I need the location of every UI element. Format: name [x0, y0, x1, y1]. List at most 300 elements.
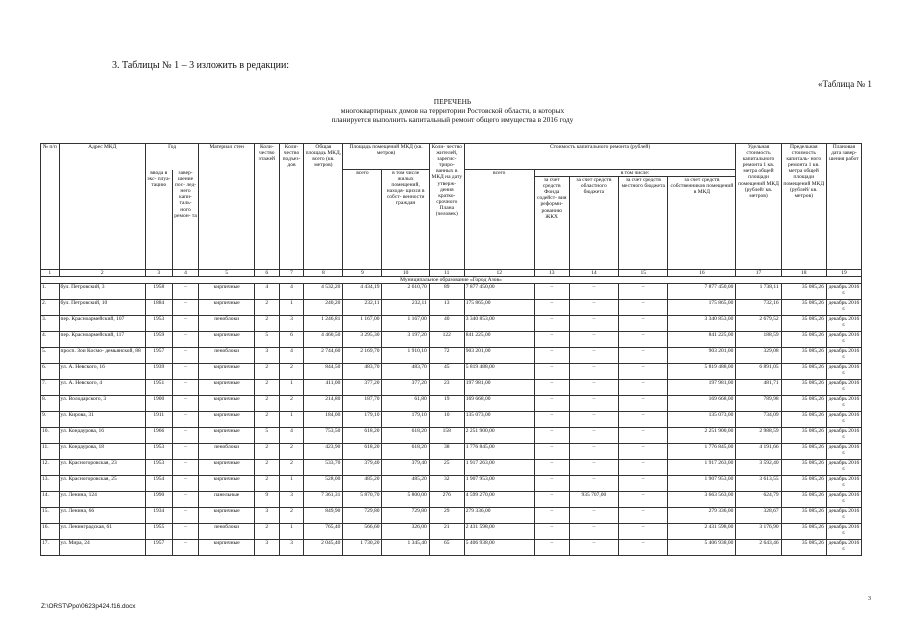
- cell-specific: 624,79: [736, 492, 781, 508]
- column-number: 4: [172, 270, 199, 277]
- cell-specific: 328,67: [736, 508, 781, 524]
- cell-built: 1951: [145, 380, 172, 396]
- cell-prem-total: 4 434,19: [343, 284, 382, 300]
- cell-n: 5.: [41, 348, 60, 364]
- table-row: [41, 524, 862, 540]
- cell-n: 4.: [41, 332, 60, 348]
- cell-built: 1953: [145, 444, 172, 460]
- document-title: [0, 97, 905, 124]
- column-number: 13: [534, 270, 569, 277]
- cell-built: 1957: [145, 540, 172, 556]
- cell-prem-res: 618,20: [382, 428, 429, 444]
- column-number: 10: [382, 270, 429, 277]
- cell-cost: 4 599 270,00: [464, 492, 534, 508]
- column-number: 7: [279, 270, 304, 277]
- cell-walls: панельные: [199, 492, 255, 508]
- column-number: 5: [199, 270, 255, 277]
- cell-regional: –: [569, 300, 618, 316]
- cell-date: декабрь 2016 г.: [826, 476, 861, 492]
- cell-floors: 2: [254, 316, 279, 332]
- cell-fund: –: [534, 492, 569, 508]
- cell-specific: 329,08: [736, 348, 781, 364]
- cell-floors: 2: [254, 476, 279, 492]
- cell-entrances: 2: [279, 444, 304, 460]
- column-number: 18: [781, 270, 826, 277]
- cell-address: ул. Красногоровская, 25: [59, 476, 145, 492]
- cell-prem-res: 618,20: [382, 444, 429, 460]
- cell-regional: –: [569, 412, 618, 428]
- header-year-built: ввода в экс- плуа- тацию: [145, 170, 172, 270]
- cell-owners: 5 406 938,00: [668, 540, 736, 556]
- cell-total-area: 4 460,50: [304, 332, 343, 348]
- cell-floors: 5: [254, 332, 279, 348]
- cell-cost: 5 406 938,00: [464, 540, 534, 556]
- header-max-cost: Предельная стоимость капиталь- ного ремонта 1 кв. метра общей площади помещений МКД (рублей/ кв. метров): [781, 144, 826, 270]
- cell-built: 1953: [145, 460, 172, 476]
- cell-cost: 7 877 450,00: [464, 284, 534, 300]
- cell-address: бул. Петровский, 10: [59, 300, 145, 316]
- cell-total-area: 849,90: [304, 508, 343, 524]
- cell-floors: 2: [254, 380, 279, 396]
- cell-specific: 734,09: [736, 412, 781, 428]
- cell-built: 1884: [145, 300, 172, 316]
- cell-n: 13.: [41, 476, 60, 492]
- cell-fund: –: [534, 396, 569, 412]
- cell-local: –: [619, 412, 668, 428]
- cell-prem-total: 483,70: [343, 364, 382, 380]
- cell-built: 1911: [145, 412, 172, 428]
- cell-residents: 32: [429, 476, 464, 492]
- cell-date: декабрь 2016 г.: [826, 428, 861, 444]
- cell-residents: 65: [429, 540, 464, 556]
- title-line-2: многоквартирных домов на территории Ростовской области, в которых: [340, 106, 565, 115]
- cell-local: –: [619, 348, 668, 364]
- cell-owners: 841 225,00: [668, 332, 736, 348]
- cell-floors: 2: [254, 444, 279, 460]
- cell-built: 1954: [145, 476, 172, 492]
- cell-total-area: 2 045,40: [304, 540, 343, 556]
- header-year: Год: [145, 144, 198, 170]
- cell-floors: 2: [254, 460, 279, 476]
- cell-entrances: 1: [279, 524, 304, 540]
- cell-local: –: [619, 284, 668, 300]
- cell-entrances: 1: [279, 476, 304, 492]
- table-row: [41, 396, 862, 412]
- column-number: 9: [343, 270, 382, 277]
- cell-prem-res: 377,20: [382, 380, 429, 396]
- cell-specific: 3 613,55: [736, 476, 781, 492]
- cell-max: 35 085,26: [781, 412, 826, 428]
- cell-date: декабрь 2016 г.: [826, 444, 861, 460]
- cell-n: 8.: [41, 396, 60, 412]
- cell-max: 35 085,26: [781, 492, 826, 508]
- cell-prem-total: 187,70: [343, 396, 382, 412]
- cell-prem-total: 5 870,70: [343, 492, 382, 508]
- cell-walls: пеноблоки: [199, 348, 255, 364]
- cell-cost: 5 819 488,00: [464, 364, 534, 380]
- cell-entrances: 3: [279, 316, 304, 332]
- cell-cost: 903 201,00: [464, 348, 534, 364]
- cell-local: –: [619, 332, 668, 348]
- cell-address: пер. Красноармейский, 117: [59, 332, 145, 348]
- column-number: 19: [826, 270, 861, 277]
- cell-entrances: 2: [279, 508, 304, 524]
- cell-floors: 2: [254, 300, 279, 316]
- column-number: 2: [59, 270, 145, 277]
- cell-regional: –: [569, 364, 618, 380]
- cell-total-area: 1 246,81: [304, 316, 343, 332]
- cell-prem-total: 2 169,70: [343, 348, 382, 364]
- cell-regional: –: [569, 396, 618, 412]
- cell-address: ул. Ленина, 124: [59, 492, 145, 508]
- cell-residents: 38: [429, 444, 464, 460]
- cell-cost: 841 225,00: [464, 332, 534, 348]
- cell-specific: 3 176,90: [736, 524, 781, 540]
- cell-address: ул. А. Невского, 4: [59, 380, 145, 396]
- header-premises-total: всего: [343, 170, 382, 270]
- group-label: Муниципальное образование «Город Азов»: [41, 277, 862, 284]
- cell-residents: 10: [429, 412, 464, 428]
- cell-residents: 19: [429, 396, 464, 412]
- table-row: [41, 380, 862, 396]
- cell-built: 1966: [145, 428, 172, 444]
- cell-renov: –: [172, 540, 199, 556]
- cell-specific: 3 592,40: [736, 460, 781, 476]
- cell-cost: 2 251 900,00: [464, 428, 534, 444]
- cell-walls: кирпичные: [199, 284, 255, 300]
- cell-floors: 3: [254, 508, 279, 524]
- cell-total-area: 7 361,31: [304, 492, 343, 508]
- cell-owners: 135 073,00: [668, 412, 736, 428]
- cell-floors: 4: [254, 284, 279, 300]
- cell-n: 11.: [41, 444, 60, 460]
- cell-floors: 2: [254, 364, 279, 380]
- cell-floors: 2: [254, 396, 279, 412]
- cell-renov: –: [172, 524, 199, 540]
- cell-date: декабрь 2016 г.: [826, 300, 861, 316]
- cell-prem-res: 1 345,40: [382, 540, 429, 556]
- cell-n: 7.: [41, 380, 60, 396]
- header-regional: за счет средств областного бюджета: [569, 177, 618, 270]
- cell-walls: кирпичные: [199, 300, 255, 316]
- table-row: [41, 460, 862, 476]
- cell-prem-total: 566,60: [343, 524, 382, 540]
- header-floors: Коли- чество этажей: [254, 144, 279, 270]
- cell-prem-total: 377,20: [343, 380, 382, 396]
- cell-max: 35 085,26: [781, 364, 826, 380]
- cell-total-area: 844,50: [304, 364, 343, 380]
- cell-residents: 25: [429, 460, 464, 476]
- cell-prem-total: 729,80: [343, 508, 382, 524]
- header-num: № п/п: [41, 144, 60, 270]
- table-row: [41, 540, 862, 556]
- cell-entrances: 1: [279, 300, 304, 316]
- cell-regional: –: [569, 316, 618, 332]
- table-row: [41, 412, 862, 428]
- header-year-renov: завер- шение пос- лед- него капи- таль- ного ремон- та: [172, 170, 199, 270]
- cell-residents: 276: [429, 492, 464, 508]
- cell-address: бул. Петровский, 3: [59, 284, 145, 300]
- cell-prem-total: 618,20: [343, 428, 382, 444]
- cell-n: 2.: [41, 300, 60, 316]
- header-cost-total: всего: [464, 170, 534, 270]
- cell-renov: –: [172, 316, 199, 332]
- cell-local: –: [619, 428, 668, 444]
- cell-date: декабрь 2016 г.: [826, 332, 861, 348]
- header-owners: за счет средств собственников помещений в МКД: [668, 177, 736, 270]
- cell-owners: 2 431 598,00: [668, 524, 736, 540]
- cell-renov: –: [172, 492, 199, 508]
- cell-regional: –: [569, 284, 618, 300]
- cell-max: 35 085,26: [781, 396, 826, 412]
- cell-built: 1900: [145, 396, 172, 412]
- cell-prem-res: 483,70: [382, 364, 429, 380]
- column-number: 1: [41, 270, 60, 277]
- cell-max: 35 085,26: [781, 300, 826, 316]
- cell-cost: 169 668,00: [464, 396, 534, 412]
- cell-prem-res: 729,80: [382, 508, 429, 524]
- cell-floors: 5: [254, 428, 279, 444]
- cell-owners: 175 865,00: [668, 300, 736, 316]
- cell-specific: 481,71: [736, 380, 781, 396]
- cell-prem-total: 179,10: [343, 412, 382, 428]
- cell-fund: –: [534, 540, 569, 556]
- header-walls: Материал стен: [199, 144, 255, 270]
- cell-entrances: 1: [279, 412, 304, 428]
- cell-specific: 2 643,46: [736, 540, 781, 556]
- cell-address: ул. Володарского, 3: [59, 396, 145, 412]
- cell-built: 1959: [145, 332, 172, 348]
- cell-prem-res: 179,10: [382, 412, 429, 428]
- cell-total-area: 214,80: [304, 396, 343, 412]
- cell-regional: –: [569, 476, 618, 492]
- cell-local: –: [619, 396, 668, 412]
- cell-fund: –: [534, 380, 569, 396]
- cell-owners: 5 819 488,00: [668, 364, 736, 380]
- cell-owners: 1 917 263,00: [668, 460, 736, 476]
- cell-residents: 45: [429, 364, 464, 380]
- cell-local: –: [619, 380, 668, 396]
- cell-cost: 1 776 845,00: [464, 444, 534, 460]
- cell-renov: –: [172, 396, 199, 412]
- cell-walls: кирпичные: [199, 412, 255, 428]
- cell-max: 35 085,26: [781, 332, 826, 348]
- cell-regional: 935 707,00: [569, 492, 618, 508]
- cell-prem-total: 379,40: [343, 460, 382, 476]
- cell-walls: кирпичные: [199, 396, 255, 412]
- cell-renov: –: [172, 508, 199, 524]
- cell-prem-res: 485,20: [382, 476, 429, 492]
- cell-walls: кирпичные: [199, 540, 255, 556]
- cell-total-area: 533,70: [304, 460, 343, 476]
- table-row: [41, 284, 862, 300]
- cell-n: 14.: [41, 492, 60, 508]
- cell-owners: 1 907 953,00: [668, 476, 736, 492]
- cell-renov: –: [172, 428, 199, 444]
- cell-address: ул. А. Невского, 16: [59, 364, 145, 380]
- cell-residents: 21: [429, 524, 464, 540]
- table-row: [41, 476, 862, 492]
- cell-regional: –: [569, 380, 618, 396]
- table-row: [41, 300, 862, 316]
- title-line-1: ПЕРЕЧЕНЬ: [433, 97, 472, 106]
- table-row: [41, 428, 862, 444]
- header-residents: Коли- чество жителей, зарегис- триро- ванных в МКД на дату утверж- дения кратко- срочного Плана (человек): [429, 144, 464, 270]
- cell-local: –: [619, 364, 668, 380]
- cell-address: ул. Кондаурова, 16: [59, 428, 145, 444]
- cell-built: 1957: [145, 348, 172, 364]
- header-local: за счет средств местного бюджета: [619, 177, 668, 270]
- cell-address: ул. Мира, 24: [59, 540, 145, 556]
- cell-specific: 4 191,66: [736, 444, 781, 460]
- cell-total-area: 753,50: [304, 428, 343, 444]
- cell-floors: 3: [254, 348, 279, 364]
- header-including: в том числе:: [534, 170, 736, 177]
- cell-address: ул. Кондаурова, 18: [59, 444, 145, 460]
- cell-date: декабрь 2016 г.: [826, 364, 861, 380]
- cell-renov: –: [172, 412, 199, 428]
- cell-specific: 2 988,59: [736, 428, 781, 444]
- cell-residents: 158: [429, 428, 464, 444]
- cell-residents: 89: [429, 284, 464, 300]
- cell-regional: –: [569, 540, 618, 556]
- cell-n: 3.: [41, 316, 60, 332]
- cell-renov: –: [172, 284, 199, 300]
- houses-table: [40, 143, 862, 556]
- cell-specific: 6 891,05: [736, 364, 781, 380]
- cell-date: декабрь 2016 г.: [826, 492, 861, 508]
- cell-cost: 1 907 953,00: [464, 476, 534, 492]
- cell-n: 15.: [41, 508, 60, 524]
- cell-local: –: [619, 316, 668, 332]
- cell-renov: –: [172, 380, 199, 396]
- cell-date: декабрь 2016 г.: [826, 396, 861, 412]
- cell-regional: –: [569, 508, 618, 524]
- cell-floors: 2: [254, 524, 279, 540]
- cell-max: 35 085,26: [781, 444, 826, 460]
- cell-prem-res: 61,80: [382, 396, 429, 412]
- cell-owners: 197 981,00: [668, 380, 736, 396]
- cell-fund: –: [534, 428, 569, 444]
- cell-owners: 1 776 845,00: [668, 444, 736, 460]
- cell-date: декабрь 2016 г.: [826, 412, 861, 428]
- cell-specific: 1 738,11: [736, 284, 781, 300]
- cell-residents: 13: [429, 300, 464, 316]
- column-number: 11: [429, 270, 464, 277]
- header-entrances: Коли- чество подъез- дов: [279, 144, 304, 270]
- cell-total-area: 423,90: [304, 444, 343, 460]
- cell-owners: 3 340 853,00: [668, 316, 736, 332]
- cell-regional: –: [569, 348, 618, 364]
- cell-entrances: 2: [279, 396, 304, 412]
- cell-max: 35 085,26: [781, 460, 826, 476]
- cell-walls: кирпичные: [199, 460, 255, 476]
- cell-max: 35 085,26: [781, 380, 826, 396]
- cell-entrances: 4: [279, 428, 304, 444]
- cell-residents: 23: [429, 380, 464, 396]
- cell-local: –: [619, 508, 668, 524]
- cell-total-area: 4 532,20: [304, 284, 343, 300]
- column-numbers-row: [41, 270, 862, 277]
- cell-fund: –: [534, 300, 569, 316]
- cell-walls: кирпичные: [199, 332, 255, 348]
- cell-owners: 279 336,00: [668, 508, 736, 524]
- cell-prem-total: 485,20: [343, 476, 382, 492]
- cell-cost: 279 336,00: [464, 508, 534, 524]
- cell-prem-total: 232,11: [343, 300, 382, 316]
- cell-renov: –: [172, 476, 199, 492]
- cell-specific: 188,59: [736, 332, 781, 348]
- cell-residents: 122: [429, 332, 464, 348]
- cell-address: ул. Ленина, 66: [59, 508, 145, 524]
- cell-total-area: 765,40: [304, 524, 343, 540]
- cell-local: –: [619, 460, 668, 476]
- cell-built: 1958: [145, 284, 172, 300]
- cell-floors: 2: [254, 412, 279, 428]
- cell-date: декабрь 2016 г.: [826, 524, 861, 540]
- column-number: 3: [145, 270, 172, 277]
- cell-prem-res: 232,11: [382, 300, 429, 316]
- footer-file-path: Z:\ORST\Ppo\0623p424.f16.docx: [41, 603, 136, 610]
- cell-fund: –: [534, 284, 569, 300]
- cell-renov: –: [172, 460, 199, 476]
- cell-walls: кирпичные: [199, 364, 255, 380]
- cell-specific: 732,16: [736, 300, 781, 316]
- cell-max: 35 085,26: [781, 284, 826, 300]
- cell-regional: –: [569, 524, 618, 540]
- cell-total-area: 528,00: [304, 476, 343, 492]
- cell-fund: –: [534, 460, 569, 476]
- cell-owners: 7 877 450,00: [668, 284, 736, 300]
- cell-prem-res: 2 610,70: [382, 284, 429, 300]
- column-number: 6: [254, 270, 279, 277]
- cell-n: 1.: [41, 284, 60, 300]
- header-total-area: Общая площадь МКД, всего (кв. метров): [304, 144, 343, 270]
- cell-date: декабрь 2016 г.: [826, 460, 861, 476]
- cell-residents: 29: [429, 508, 464, 524]
- cell-date: декабрь 2016 г.: [826, 380, 861, 396]
- cell-built: 1990: [145, 492, 172, 508]
- cell-max: 35 085,26: [781, 540, 826, 556]
- table-row: [41, 444, 862, 460]
- cell-prem-res: 1 167,00: [382, 316, 429, 332]
- cell-cost: 135 073,00: [464, 412, 534, 428]
- cell-max: 35 085,26: [781, 348, 826, 364]
- header-specific-cost: Удельная стоимость капитального ремонта 1 кв. метра общей площади помещений МКД (рублей/ кв. метров): [736, 144, 781, 270]
- cell-local: –: [619, 492, 668, 508]
- cell-regional: –: [569, 444, 618, 460]
- cell-cost: 1 917 263,00: [464, 460, 534, 476]
- cell-regional: –: [569, 428, 618, 444]
- cell-n: 12.: [41, 460, 60, 476]
- cell-address: ул. Кирова, 31: [59, 412, 145, 428]
- table-reference: «Таблица № 1: [818, 79, 872, 89]
- cell-n: 17.: [41, 540, 60, 556]
- page-number: 3: [868, 596, 871, 602]
- cell-date: декабрь 2016 г.: [826, 348, 861, 364]
- cell-cost: 2 431 598,00: [464, 524, 534, 540]
- cell-residents: 40: [429, 316, 464, 332]
- cell-built: 1953: [145, 316, 172, 332]
- cell-max: 35 085,26: [781, 476, 826, 492]
- cell-prem-total: 618,20: [343, 444, 382, 460]
- cell-renov: –: [172, 364, 199, 380]
- cell-owners: 903 201,00: [668, 348, 736, 364]
- cell-address: просп. Зои Космо- демьянской, 88: [59, 348, 145, 364]
- cell-walls: кирпичные: [199, 428, 255, 444]
- cell-date: декабрь 2016 г.: [826, 284, 861, 300]
- cell-cost: 175 865,00: [464, 300, 534, 316]
